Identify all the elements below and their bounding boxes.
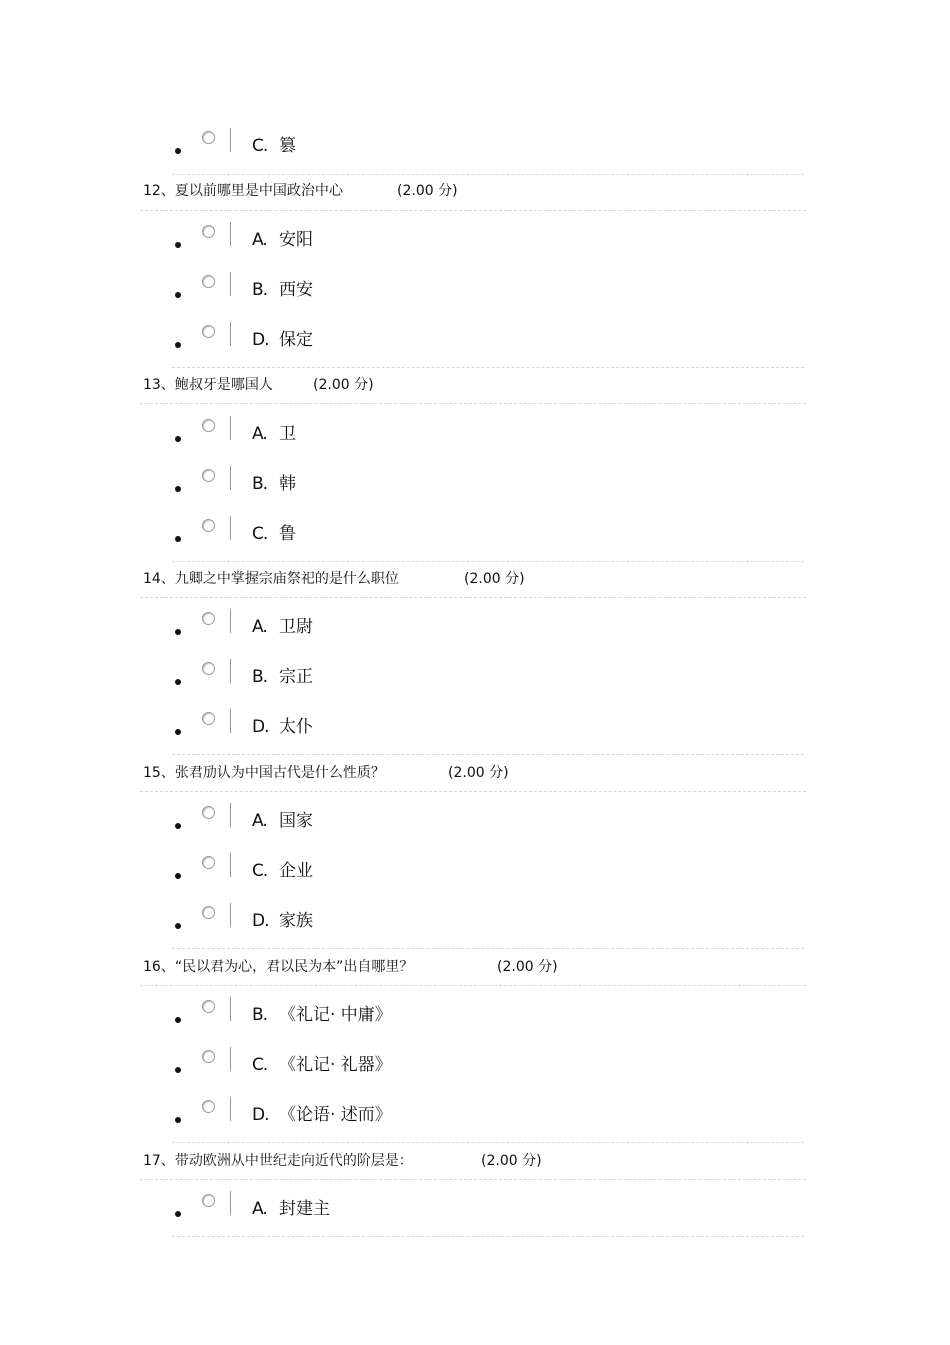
separator (230, 709, 231, 733)
divider (140, 791, 806, 792)
option-letter: D. (252, 330, 269, 350)
answer-option[interactable] (0, 222, 950, 262)
answer-option[interactable] (0, 659, 950, 699)
option-letter: D. (252, 1105, 269, 1125)
divider (172, 1142, 804, 1143)
option-letter: B. (252, 667, 268, 687)
answer-option[interactable] (0, 322, 950, 362)
question-number: 16、 (143, 959, 175, 975)
question-text: 九卿之中掌握宗庙祭祀的是什么职位 (174, 571, 399, 587)
option-text: 《论语· 述而》 (279, 1105, 392, 1125)
question-number: 13、 (143, 377, 175, 393)
option-text: 国家 (279, 811, 313, 831)
option-letter: C. (252, 861, 268, 881)
divider (140, 403, 806, 404)
bullet-icon (175, 242, 181, 248)
bullet-icon (175, 1017, 181, 1023)
answer-option[interactable] (0, 609, 950, 649)
divider (172, 174, 804, 175)
radio-button[interactable] (202, 419, 215, 432)
divider (172, 1236, 804, 1237)
option-text: 封建主 (279, 1199, 330, 1219)
bullet-icon (175, 629, 181, 635)
bullet-icon (175, 536, 181, 542)
answer-option[interactable] (0, 709, 950, 749)
radio-button[interactable] (202, 519, 215, 532)
answer-option[interactable] (0, 853, 950, 893)
bullet-icon (175, 923, 181, 929)
radio-button[interactable] (202, 1100, 215, 1113)
option-text: 卫尉 (279, 617, 313, 637)
option-text: 鲁 (279, 524, 296, 544)
bullet-icon (175, 729, 181, 735)
option-letter: D. (252, 717, 269, 737)
option-letter: B. (252, 1005, 268, 1025)
bullet-icon (175, 342, 181, 348)
option-text: 卫 (279, 424, 296, 444)
option-letter: A. (252, 811, 267, 831)
bullet-icon (175, 1117, 181, 1123)
option-letter: A. (252, 617, 267, 637)
answer-option[interactable] (0, 1191, 950, 1231)
divider (172, 754, 804, 755)
question-score: (2.00 分) (497, 959, 558, 975)
question-score: (2.00 分) (464, 571, 525, 587)
separator (230, 516, 231, 540)
option-letter: B. (252, 474, 268, 494)
option-text: 保定 (279, 330, 313, 350)
answer-option[interactable] (0, 466, 950, 506)
radio-button[interactable] (202, 275, 215, 288)
option-text: 家族 (279, 911, 313, 931)
question-score: (2.00 分) (313, 377, 374, 393)
divider (140, 1179, 806, 1180)
radio-button[interactable] (202, 325, 215, 338)
option-letter: B. (252, 280, 268, 300)
bullet-icon (175, 1211, 181, 1217)
question-number: 17、 (143, 1153, 175, 1169)
question-score: (2.00 分) (448, 765, 509, 781)
option-text: 《礼记· 礼器》 (279, 1055, 392, 1075)
separator (230, 1191, 231, 1215)
answer-option[interactable] (0, 997, 950, 1037)
separator (230, 466, 231, 490)
bullet-icon (175, 873, 181, 879)
answer-option[interactable] (0, 1097, 950, 1137)
separator (230, 997, 231, 1021)
radio-button[interactable] (202, 1050, 215, 1063)
radio-button[interactable] (202, 1000, 215, 1013)
bullet-icon (175, 436, 181, 442)
question-number: 15、 (143, 765, 175, 781)
option-text: 宗正 (279, 667, 313, 687)
bullet-icon (175, 1067, 181, 1073)
option-letter: C. (252, 1055, 268, 1075)
option-text: 安阳 (279, 230, 313, 250)
question-number: 12、 (143, 183, 175, 199)
separator (230, 853, 231, 877)
radio-button[interactable] (202, 712, 215, 725)
bullet-icon (175, 148, 181, 154)
separator (230, 803, 231, 827)
question-title (143, 958, 413, 976)
radio-button[interactable] (202, 225, 215, 238)
option-text: 韩 (279, 474, 296, 494)
option-text: 《礼记· 中庸》 (279, 1005, 392, 1025)
question-title (143, 1152, 413, 1170)
bullet-icon (175, 823, 181, 829)
radio-button[interactable] (202, 1194, 215, 1207)
answer-option[interactable] (0, 272, 950, 312)
option-text: 西安 (279, 280, 313, 300)
option-letter: A. (252, 424, 267, 444)
divider (140, 597, 806, 598)
radio-button[interactable] (202, 806, 215, 819)
answer-option[interactable] (0, 903, 950, 943)
bullet-icon (175, 292, 181, 298)
radio-button[interactable] (202, 131, 215, 144)
divider (140, 210, 806, 211)
radio-button[interactable] (202, 856, 215, 869)
option-letter: C. (252, 524, 268, 544)
separator (230, 416, 231, 440)
bullet-icon (175, 486, 181, 492)
answer-option[interactable] (0, 128, 950, 168)
option-letter: A. (252, 230, 267, 250)
separator (230, 1097, 231, 1121)
question-title (143, 764, 385, 782)
divider (172, 367, 804, 368)
divider (172, 561, 804, 562)
radio-button[interactable] (202, 469, 215, 482)
question-title (143, 570, 399, 588)
option-text: 篡 (279, 136, 296, 156)
separator (230, 1047, 231, 1071)
question-score: (2.00 分) (481, 1153, 542, 1169)
answer-option[interactable] (0, 803, 950, 843)
separator (230, 222, 231, 246)
radio-button[interactable] (202, 662, 215, 675)
separator (230, 903, 231, 927)
option-text: 企业 (279, 861, 313, 881)
separator (230, 659, 231, 683)
divider (172, 948, 804, 949)
option-letter: D. (252, 911, 269, 931)
separator (230, 609, 231, 633)
option-text: 太仆 (279, 717, 313, 737)
separator (230, 128, 231, 152)
question-text: 张君劢认为中国古代是什么性质？ (174, 765, 385, 781)
radio-button[interactable] (202, 612, 215, 625)
question-text: “民以君为心，君以民为本”出自哪里？ (174, 959, 414, 975)
bullet-icon (175, 679, 181, 685)
separator (230, 322, 231, 346)
question-title (143, 182, 343, 200)
radio-button[interactable] (202, 906, 215, 919)
answer-option[interactable] (0, 516, 950, 556)
question-title (143, 376, 273, 394)
question-score: (2.00 分) (397, 183, 458, 199)
option-letter: A. (252, 1199, 267, 1219)
option-letter: C. (252, 136, 268, 156)
divider (140, 985, 806, 986)
separator (230, 272, 231, 296)
question-number: 14、 (143, 571, 175, 587)
question-text: 鲍叔牙是哪国人 (174, 377, 273, 393)
answer-option[interactable] (0, 1047, 950, 1087)
question-text: 夏以前哪里是中国政治中心 (174, 183, 343, 199)
answer-option[interactable] (0, 416, 950, 456)
question-text: 带动欧洲从中世纪走向近代的阶层是： (174, 1153, 413, 1169)
